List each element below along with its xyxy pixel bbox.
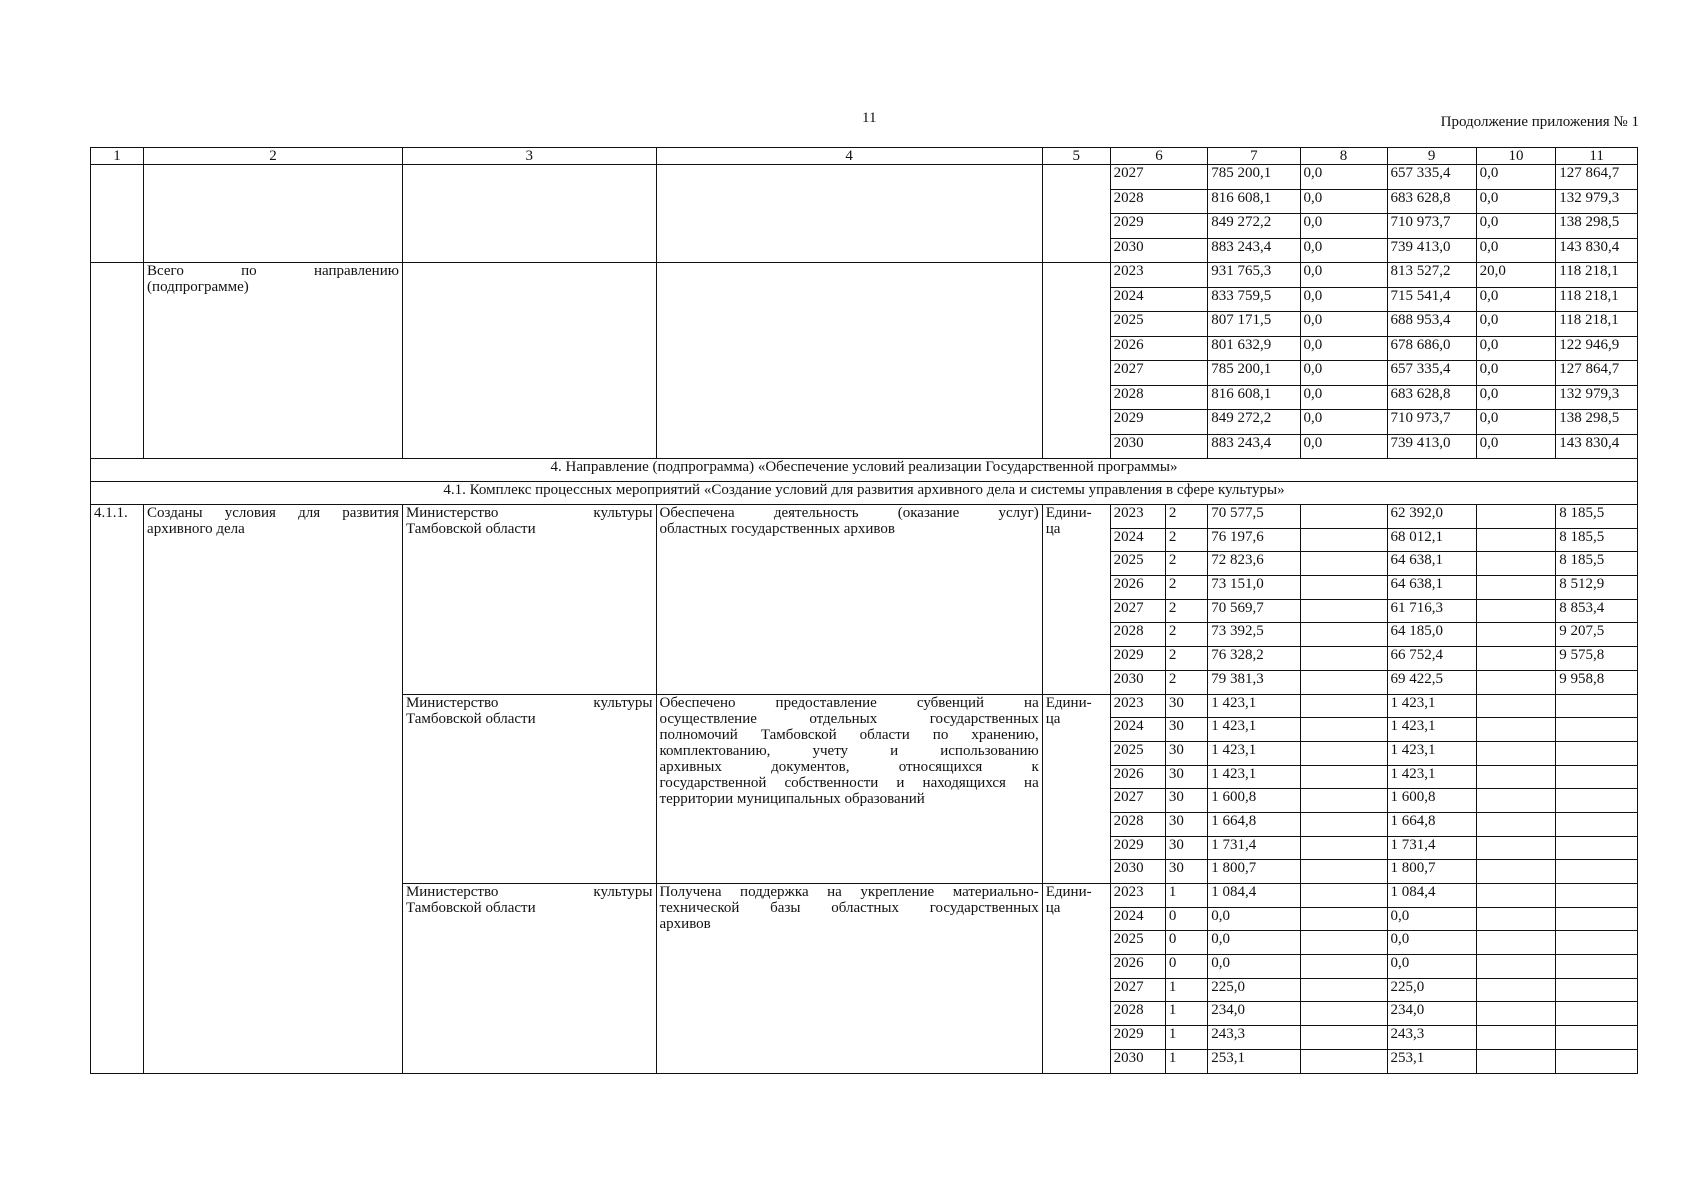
column-header: 5 [1042,148,1110,165]
executor: Министерство культуры Тамбовской области [402,505,656,695]
empty-cell [656,263,1042,459]
value-cell: 76 197,6 [1208,528,1300,552]
year-cell: 2029 [1110,214,1208,239]
value-cell: 8 185,5 [1556,505,1638,529]
value-cell [1476,860,1556,884]
year-cell: 2027 [1110,789,1165,813]
value-cell [1300,599,1387,623]
value-cell: 715 541,4 [1387,287,1476,312]
value-cell: 132 979,3 [1556,385,1638,410]
target-value-cell: 2 [1165,670,1207,694]
value-cell [1476,765,1556,789]
value-cell: 253,1 [1208,1049,1300,1073]
value-cell: 0,0 [1476,361,1556,386]
value-cell: 0,0 [1300,336,1387,361]
subsection-row [91,482,1638,505]
value-cell: 64 638,1 [1387,552,1476,576]
year-cell: 2030 [1110,670,1165,694]
year-cell: 2024 [1110,907,1165,931]
year-cell: 2030 [1110,238,1208,263]
year-cell: 2029 [1110,647,1165,671]
section-title: 4. Направление (подпрограмма) «Обеспечение условий реализации Государственной программы» [91,459,1638,482]
value-cell: 1 600,8 [1387,789,1476,813]
value-cell: 0,0 [1476,312,1556,337]
value-cell: 1 423,1 [1208,765,1300,789]
value-cell: 243,3 [1387,1026,1476,1050]
value-cell: 710 973,7 [1387,410,1476,435]
value-cell: 225,0 [1387,978,1476,1002]
value-cell: 0,0 [1387,907,1476,931]
target-value-cell: 2 [1165,623,1207,647]
year-cell: 2030 [1110,434,1208,459]
value-cell [1300,670,1387,694]
value-cell: 8 185,5 [1556,552,1638,576]
value-cell: 0,0 [1387,955,1476,979]
value-cell [1476,694,1556,718]
column-header: 7 [1208,148,1300,165]
value-cell: 62 392,0 [1387,505,1476,529]
target-value-cell: 0 [1165,931,1207,955]
value-cell [1476,599,1556,623]
target-value-cell: 30 [1165,789,1207,813]
year-cell: 2025 [1110,312,1208,337]
year-cell: 2023 [1110,884,1165,908]
value-cell [1476,528,1556,552]
year-cell: 2024 [1110,287,1208,312]
value-cell: 127 864,7 [1556,361,1638,386]
value-cell: 0,0 [1476,214,1556,239]
value-cell: 0,0 [1300,189,1387,214]
value-cell [1300,1049,1387,1073]
empty-cell [91,263,144,459]
value-cell [1556,1026,1638,1050]
budget-table-sheet [90,147,1638,1074]
value-cell [1300,623,1387,647]
year-cell: 2028 [1110,385,1208,410]
value-cell: 1 600,8 [1208,789,1300,813]
value-cell [1300,576,1387,600]
column-number-row [91,148,1638,165]
value-cell: 849 272,2 [1208,410,1300,435]
value-cell [1300,860,1387,884]
value-cell: 73 151,0 [1208,576,1300,600]
value-cell [1476,812,1556,836]
year-cell: 2026 [1110,576,1165,600]
target-value-cell: 1 [1165,1026,1207,1050]
value-cell [1556,1049,1638,1073]
year-cell: 2027 [1110,361,1208,386]
appendix-note: Продолжение приложения № 1 [1440,114,1639,130]
value-cell: 833 759,5 [1208,287,1300,312]
value-cell [1556,907,1638,931]
value-cell [1556,765,1638,789]
value-cell [1300,1026,1387,1050]
value-cell: 69 422,5 [1387,670,1476,694]
value-cell: 0,0 [1300,165,1387,190]
column-header: 11 [1556,148,1638,165]
empty-cell [656,165,1042,263]
year-cell: 2028 [1110,623,1165,647]
value-cell: 1 084,4 [1208,884,1300,908]
value-cell: 8 512,9 [1556,576,1638,600]
year-cell: 2027 [1110,599,1165,623]
empty-cell [402,263,656,459]
value-cell: 0,0 [1300,287,1387,312]
value-cell [1556,836,1638,860]
target-value-cell: 2 [1165,505,1207,529]
value-cell: 64 185,0 [1387,623,1476,647]
value-cell [1300,694,1387,718]
target-value-cell: 30 [1165,836,1207,860]
executor: Министерство культуры Тамбовской области [402,694,656,884]
column-header: 1 [91,148,144,165]
measure-number: 4.1.1. [91,505,144,1074]
value-cell: 8 185,5 [1556,528,1638,552]
value-cell: 225,0 [1208,978,1300,1002]
value-cell: 0,0 [1300,410,1387,435]
value-cell: 9 575,8 [1556,647,1638,671]
target-value-cell: 2 [1165,599,1207,623]
value-cell: 0,0 [1476,189,1556,214]
target-value-cell: 30 [1165,765,1207,789]
value-cell [1300,931,1387,955]
value-cell: 118 218,1 [1556,312,1638,337]
value-cell: 79 381,3 [1208,670,1300,694]
value-cell: 20,0 [1476,263,1556,288]
value-cell: 73 392,5 [1208,623,1300,647]
year-cell: 2028 [1110,812,1165,836]
empty-cell [91,165,144,263]
value-cell [1300,789,1387,813]
year-cell: 2029 [1110,1026,1165,1050]
value-cell: 785 200,1 [1208,361,1300,386]
column-header: 6 [1110,148,1208,165]
value-cell: 1 731,4 [1387,836,1476,860]
value-cell: 0,0 [1300,385,1387,410]
value-cell: 1 423,1 [1387,694,1476,718]
table-row [91,263,1638,288]
value-cell [1300,955,1387,979]
value-cell: 234,0 [1387,1002,1476,1026]
value-cell: 1 800,7 [1387,860,1476,884]
value-cell [1556,860,1638,884]
value-cell [1476,576,1556,600]
value-cell: 1 423,1 [1387,741,1476,765]
year-cell: 2025 [1110,741,1165,765]
value-cell [1556,884,1638,908]
value-cell: 1 423,1 [1208,694,1300,718]
target-value-cell: 2 [1165,528,1207,552]
value-cell: 143 830,4 [1556,238,1638,263]
target-value-cell: 1 [1165,978,1207,1002]
value-cell: 657 335,4 [1387,165,1476,190]
target-value-cell: 0 [1165,907,1207,931]
target-value-cell: 2 [1165,647,1207,671]
value-cell: 68 012,1 [1387,528,1476,552]
value-cell: 234,0 [1208,1002,1300,1026]
value-cell: 883 243,4 [1208,434,1300,459]
value-cell: 118 218,1 [1556,263,1638,288]
year-cell: 2023 [1110,505,1165,529]
value-cell [1476,1026,1556,1050]
value-cell [1476,718,1556,742]
value-cell: 0,0 [1208,907,1300,931]
value-cell: 64 638,1 [1387,576,1476,600]
value-cell [1300,647,1387,671]
value-cell: 9 958,8 [1556,670,1638,694]
value-cell [1300,907,1387,931]
value-cell: 816 608,1 [1208,189,1300,214]
value-cell: 849 272,2 [1208,214,1300,239]
value-cell [1476,670,1556,694]
value-cell [1556,694,1638,718]
value-cell: 678 686,0 [1387,336,1476,361]
value-cell: 801 632,9 [1208,336,1300,361]
value-cell: 72 823,6 [1208,552,1300,576]
value-cell: 0,0 [1476,238,1556,263]
year-cell: 2026 [1110,955,1165,979]
value-cell [1300,505,1387,529]
value-cell: 683 628,8 [1387,385,1476,410]
value-cell: 1 731,4 [1208,836,1300,860]
value-cell [1476,836,1556,860]
value-cell: 70 577,5 [1208,505,1300,529]
value-cell: 122 946,9 [1556,336,1638,361]
value-cell [1476,789,1556,813]
value-cell: 1 423,1 [1387,765,1476,789]
result-description: Получена поддержка на укрепление материально- технической базы областных государственных архивов [656,884,1042,1074]
value-cell: 61 716,3 [1387,599,1476,623]
value-cell: 138 298,5 [1556,214,1638,239]
target-value-cell: 30 [1165,718,1207,742]
value-cell [1300,528,1387,552]
value-cell: 0,0 [1300,238,1387,263]
value-cell: 0,0 [1300,214,1387,239]
executor: Министерство культуры Тамбовской области [402,884,656,1074]
year-cell: 2030 [1110,1049,1165,1073]
year-cell: 2024 [1110,528,1165,552]
value-cell [1476,623,1556,647]
value-cell [1300,741,1387,765]
value-cell: 657 335,4 [1387,361,1476,386]
value-cell: 0,0 [1300,312,1387,337]
year-cell: 2026 [1110,336,1208,361]
page-number: 11 [862,110,877,126]
empty-cell [402,165,656,263]
value-cell [1300,836,1387,860]
value-cell [1476,505,1556,529]
value-cell: 816 608,1 [1208,385,1300,410]
target-value-cell: 30 [1165,812,1207,836]
year-cell: 2023 [1110,694,1165,718]
year-cell: 2027 [1110,165,1208,190]
value-cell: 683 628,8 [1387,189,1476,214]
value-cell: 688 953,4 [1387,312,1476,337]
value-cell [1476,978,1556,1002]
value-cell: 739 413,0 [1387,238,1476,263]
value-cell: 0,0 [1300,434,1387,459]
empty-cell [1042,165,1110,263]
value-cell: 883 243,4 [1208,238,1300,263]
value-cell: 1 664,8 [1387,812,1476,836]
value-cell: 118 218,1 [1556,287,1638,312]
value-cell: 931 765,3 [1208,263,1300,288]
value-cell [1476,1002,1556,1026]
value-cell: 70 569,7 [1208,599,1300,623]
value-cell [1300,552,1387,576]
value-cell: 1 664,8 [1208,812,1300,836]
result-description: Обеспечена деятельность (оказание услуг) областных государственных архивов [656,505,1042,695]
value-cell: 66 752,4 [1387,647,1476,671]
value-cell: 813 527,2 [1387,263,1476,288]
measure-name: Созданы условия для развития архивного дела [144,505,403,1074]
year-cell: 2028 [1110,1002,1165,1026]
value-cell [1476,552,1556,576]
value-cell [1300,765,1387,789]
value-cell [1556,1002,1638,1026]
value-cell [1476,931,1556,955]
subsection-title: 4.1. Комплекс процессных мероприятий «Создание условий для развития архивного дела и системы управления в сфере культуры» [91,482,1638,505]
unit-of-measure: Едини- ца [1042,505,1110,695]
value-cell [1556,789,1638,813]
column-header: 10 [1476,148,1556,165]
value-cell: 0,0 [1476,165,1556,190]
value-cell: 0,0 [1476,410,1556,435]
target-value-cell: 30 [1165,860,1207,884]
year-cell: 2025 [1110,552,1165,576]
value-cell: 1 423,1 [1208,718,1300,742]
value-cell [1300,884,1387,908]
value-cell: 0,0 [1387,931,1476,955]
value-cell [1476,647,1556,671]
target-value-cell: 1 [1165,884,1207,908]
value-cell: 1 084,4 [1387,884,1476,908]
value-cell [1300,812,1387,836]
value-cell: 132 979,3 [1556,189,1638,214]
target-value-cell: 2 [1165,552,1207,576]
value-cell: 0,0 [1300,263,1387,288]
value-cell [1476,955,1556,979]
value-cell: 9 207,5 [1556,623,1638,647]
value-cell: 807 171,5 [1208,312,1300,337]
year-cell: 2030 [1110,860,1165,884]
value-cell [1300,718,1387,742]
value-cell [1476,741,1556,765]
total-label: Всего по направлению (подпрограмме) [144,263,403,459]
value-cell: 0,0 [1300,361,1387,386]
value-cell: 0,0 [1476,434,1556,459]
value-cell: 785 200,1 [1208,165,1300,190]
value-cell: 0,0 [1476,336,1556,361]
year-cell: 2023 [1110,263,1208,288]
target-value-cell: 1 [1165,1049,1207,1073]
year-cell: 2026 [1110,765,1165,789]
target-value-cell: 2 [1165,576,1207,600]
target-value-cell: 30 [1165,694,1207,718]
year-cell: 2024 [1110,718,1165,742]
target-value-cell: 0 [1165,955,1207,979]
target-value-cell: 1 [1165,1002,1207,1026]
value-cell [1556,931,1638,955]
value-cell: 739 413,0 [1387,434,1476,459]
value-cell: 0,0 [1476,385,1556,410]
column-header: 3 [402,148,656,165]
year-cell: 2029 [1110,836,1165,860]
value-cell [1556,718,1638,742]
year-cell: 2029 [1110,410,1208,435]
empty-cell [1042,263,1110,459]
value-cell: 710 973,7 [1387,214,1476,239]
value-cell: 243,3 [1208,1026,1300,1050]
unit-of-measure: Едини- ца [1042,884,1110,1074]
value-cell: 138 298,5 [1556,410,1638,435]
value-cell [1300,1002,1387,1026]
value-cell: 0,0 [1208,955,1300,979]
value-cell: 1 423,1 [1387,718,1476,742]
table-row [91,505,1638,529]
value-cell: 76 328,2 [1208,647,1300,671]
year-cell: 2027 [1110,978,1165,1002]
value-cell: 127 864,7 [1556,165,1638,190]
value-cell [1556,812,1638,836]
value-cell [1556,978,1638,1002]
value-cell: 253,1 [1387,1049,1476,1073]
value-cell [1556,955,1638,979]
section-row [91,459,1638,482]
value-cell: 0,0 [1476,287,1556,312]
table-row [91,165,1638,190]
budget-table [90,147,1638,1074]
empty-cell [144,165,403,263]
year-cell: 2025 [1110,931,1165,955]
value-cell [1476,884,1556,908]
target-value-cell: 30 [1165,741,1207,765]
value-cell: 8 853,4 [1556,599,1638,623]
value-cell: 1 800,7 [1208,860,1300,884]
column-header: 8 [1300,148,1387,165]
year-cell: 2028 [1110,189,1208,214]
column-header: 2 [144,148,403,165]
value-cell [1476,1049,1556,1073]
value-cell: 0,0 [1208,931,1300,955]
column-header: 9 [1387,148,1476,165]
value-cell [1556,741,1638,765]
unit-of-measure: Едини- ца [1042,694,1110,884]
result-description: Обеспечено предоставление субвенций на осуществление отдельных государственных полномочий Тамбовской области по хранению, комплектованию, учету и использованию архивных документов, относящихся к государственной собственности и находящихся на территории муниципальных образований [656,694,1042,884]
value-cell [1300,978,1387,1002]
column-header: 4 [656,148,1042,165]
value-cell: 143 830,4 [1556,434,1638,459]
value-cell: 1 423,1 [1208,741,1300,765]
value-cell [1476,907,1556,931]
